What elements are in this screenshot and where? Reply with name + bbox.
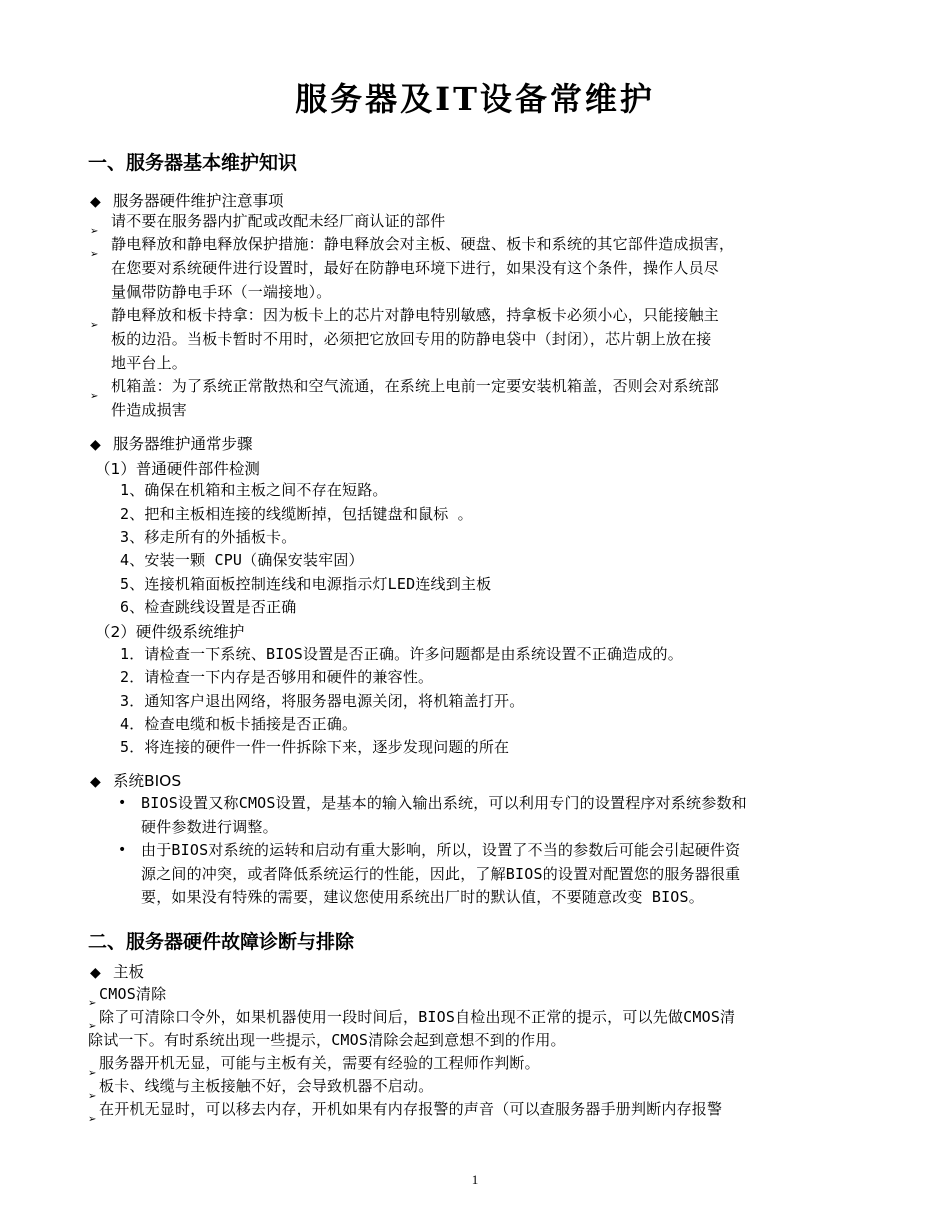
bios-heading-text: 系统BIOS: [112, 772, 182, 790]
mb-line-3: 除试一下。有时系统出现一些提示，CMOS清除会起到意想不到的作用。: [88, 1031, 566, 1049]
mb-line-4: 服务器开机无显，可能与主板有关，需要有经验的工程师作判断。: [99, 1054, 540, 1072]
hw-note-2-line-3: 量佩带防静电手环（一端接地）。: [111, 283, 332, 301]
arrow-bullet-icon: ➢: [88, 1068, 97, 1079]
bios-item-2-line-2: 源之间的冲突，或者降低系统运行的性能，因此，了解BIOS的设置对配置您的服务器很重: [141, 865, 741, 883]
arrow-bullet-icon: ➢: [88, 1114, 97, 1125]
sub1-step-3: 3、移走所有的外插板卡。: [120, 528, 297, 546]
hw-note-4-line-1: 机箱盖：为了系统正常散热和空气流通，在系统上电前一定要安装机箱盖，否则会对系统部: [111, 377, 720, 395]
arrow-bullet-icon: ➢: [88, 1021, 97, 1032]
dot-bullet-icon: •: [118, 795, 127, 811]
hw-note-3-line-2: 板的边沿。当板卡暂时不用时，必须把它放回专用的防静电袋中（封闭），芯片朝上放在接: [111, 330, 712, 348]
sub2-step-5: 5．将连接的硬件一件一件拆除下来，逐步发现问题的所在: [120, 738, 510, 756]
mainboard-heading-text: 主板: [112, 963, 144, 981]
page-number: 1: [471, 1172, 479, 1187]
sub2-step-3: 3．通知客户退出网络，将服务器电源关闭，将机箱盖打开。: [120, 692, 525, 710]
mb-line-2: 除了可清除口令外，如果机器使用一段时间后，BIOS自检出现不正常的提示，可以先做CMOS清: [99, 1008, 736, 1026]
mb-line-5: 板卡、线缆与主板接触不好，会导致机器不启动。: [99, 1077, 434, 1095]
arrow-bullet-icon: ➢: [90, 226, 99, 237]
mb-line-6: 在开机无显时，可以移去内存，开机如果有内存报警的声音（可以查服务器手册判断内存报警: [99, 1100, 723, 1118]
diamond-bullet-icon: ◆: [90, 774, 101, 790]
hw-note-3-line-3: 地平台上。: [111, 354, 188, 372]
sub1-step-1: 1、确保在机箱和主板之间不存在短路。: [120, 481, 388, 499]
mb-line-1: CMOS清除: [99, 985, 167, 1003]
sub2-step-4: 4．检查电缆和板卡插接是否正确。: [120, 715, 358, 733]
hw-note-4-line-2: 件造成损害: [111, 401, 188, 419]
hw-note-3-line-1: 静电释放和板卡持拿：因为板卡上的芯片对静电特别敏感，持拿板卡必须小心，只能接触主: [111, 306, 720, 324]
mainboard-heading: [90, 960, 144, 982]
hw-notes-heading-text: 服务器硬件维护注意事项: [112, 192, 284, 210]
sub2-step-2: 2．请检查一下内存是否够用和硬件的兼容性。: [120, 668, 434, 686]
steps-heading-text: 服务器维护通常步骤: [112, 435, 253, 453]
arrow-bullet-icon: ➢: [88, 1091, 97, 1102]
bios-item-2-line-3: 要，如果没有特殊的需要，建议您使用系统出厂时的默认值，不要随意改变 BIOS。: [141, 888, 704, 906]
diamond-bullet-icon: ◆: [90, 437, 101, 453]
dot-bullet-icon: •: [118, 842, 127, 858]
sub1-step-2: 2、把和主板相连接的线缆断掉，包括键盘和鼠标 。: [120, 505, 473, 523]
arrow-bullet-icon: ➢: [90, 391, 99, 402]
hw-note-1: 请不要在服务器内扩配或改配未经厂商认证的部件: [111, 212, 446, 230]
steps-heading: [90, 432, 252, 454]
hw-note-2-line-2: 在您要对系统硬件进行设置时，最好在防静电环境下进行，如果没有这个条件，操作人员尽: [111, 259, 720, 277]
arrow-bullet-icon: ➢: [90, 320, 99, 331]
section2-heading: 二、服务器硬件故障诊断与排除: [88, 931, 355, 953]
bios-item-2-line-1: 由于BIOS对系统的运转和启动有重大影响，所以，设置了不当的参数后可能会引起硬件资: [141, 841, 741, 859]
steps-sub1: （1）普通硬件部件检测: [95, 460, 260, 478]
diamond-bullet-icon: ◆: [90, 965, 101, 981]
diamond-bullet-icon: ◆: [90, 194, 101, 210]
hw-note-2-line-1: 静电释放和静电释放保护措施：静电释放会对主板、硬盘、板卡和系统的其它部件造成损害，: [111, 235, 735, 253]
sub2-step-1: 1．请检查一下系统、BIOS设置是否正确。许多问题都是由系统设置不正确造成的。: [120, 645, 683, 663]
arrow-bullet-icon: ➢: [90, 249, 99, 260]
bios-item-1-line-1: BIOS设置又称CMOS设置，是基本的输入输出系统，可以利用专门的设置程序对系统参数和: [141, 794, 747, 812]
bios-item-1-line-2: 硬件参数进行调整。: [141, 818, 278, 836]
section1-heading: 一、服务器基本维护知识: [88, 152, 298, 174]
sub1-step-4: 4、安装一颗 CPU（确保安装牢固）: [120, 551, 364, 569]
arrow-bullet-icon: ➢: [88, 998, 97, 1009]
steps-sub2: （2）硬件级系统维护: [95, 623, 245, 641]
hw-notes-heading: [90, 189, 283, 211]
sub1-step-6: 6、检查跳线设置是否正确: [120, 598, 297, 616]
bios-heading: [90, 769, 181, 791]
sub1-step-5: 5、连接机箱面板控制连线和电源指示灯LED连线到主板: [120, 575, 492, 593]
page-title: 服务器及IT设备常维护: [295, 80, 655, 118]
